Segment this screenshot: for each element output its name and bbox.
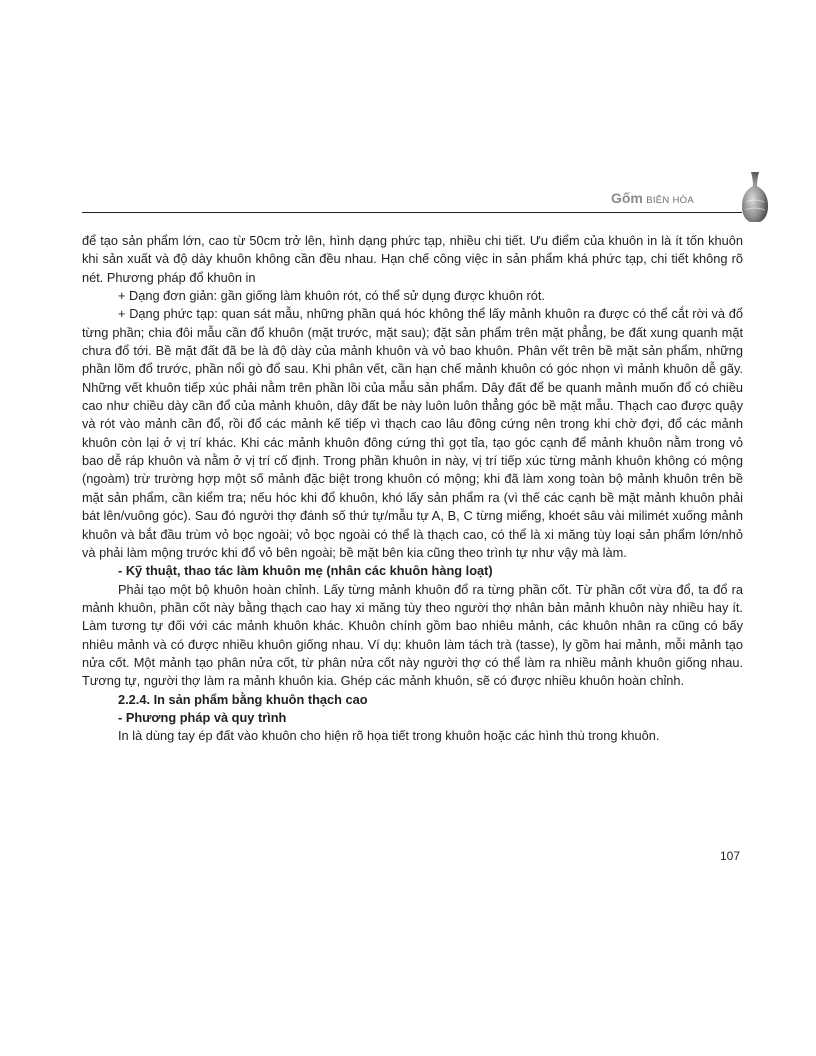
brand-main: Gốm bbox=[610, 190, 643, 206]
body-text bbox=[82, 232, 743, 746]
brand-sub: BIÊN HÒA bbox=[646, 195, 694, 206]
paragraph: + Dạng phức tạp: quan sát mẫu, những phần quá hóc không thể lấy mảnh khuôn ra được có thể cắt rời và đổ từng phần; chia đôi mẫu cần đổ khuôn (mặt trước, mặt sau); đặt sản phẩm trên mặt phẳng, be đất xung quanh mặt chưa đổ tới. Bề mặt đất đã be là độ dày của mảnh khuôn và vỏ bao khuôn. Phân vết trên bề mặt sản phẩm, những phần lõm đổ trước, phần nổi gò đổ sau. Khi phân vết, cần hạn chế mảnh khuôn có góc nhọn vì mảnh khuôn dễ gãy. Những vết khuôn tiếp xúc phải nằm trên phần lồi của mẫu sản phẩm. Dây đất để be quanh mảnh muốn đổ có chiều cao như chiều dày cần đổ của mảnh khuôn, dây đất be này luôn luôn thẳng góc bề mặt mẫu. Thạch cao được quậy và rót vào mảnh cần đổ, rồi đổ các mảnh kế tiếp vì thạch cao lâu đông cứng nên trong khi chờ đợi, đổ các mảnh khuôn còn lại ở vị trí khác. Khi các mảnh khuôn đông cứng thì gọt tỉa, tạo góc cạnh để mảnh khuôn nằm trong vỏ bao dễ ráp khuôn và nằm ở vị trí cố định. Trong phần khuôn in này, vị trí tiếp xúc từng mảnh khuôn không có mộng (ngoàm) trừ trường hợp một số mảnh đặc biệt trong khuôn có mộng; khi đã làm xong toàn bộ mảnh khuôn trên bề mặt sản phẩm, cần kiểm tra; nếu hóc khi đổ khuôn, khó lấy sản phẩm ra (vì thế các cạnh bề mặt mảnh khuôn phải bát lên/vuông góc). Sau đó người thợ đánh số thứ tự/mẫu tự A, B, C từng miếng, khoét sâu vài milimét xuống mảnh khuôn và bắt đầu trùm vỏ bọc ngoài; vỏ bọc ngoài có thể là thạch cao, có thể là xi măng tùy loại sản phẩm lớn/nhỏ và phải làm mộng trước khi đổ vỏ bên ngoài; bề mặt bên kia cũng theo trình tự như vậy mà làm. bbox=[82, 306, 743, 560]
running-header bbox=[82, 172, 742, 213]
page-number: 107 bbox=[720, 849, 741, 863]
paragraph: In là dùng tay ép đất vào khuôn cho hiện rõ họa tiết trong khuôn hoặc các hình thù trong khuôn. bbox=[118, 728, 660, 744]
subheading: - Phương pháp và quy trình bbox=[118, 709, 287, 725]
paragraph: để tạo sản phẩm lớn, cao từ 50cm trở lên, hình dạng phức tạp, nhiều chi tiết. Ưu điểm của khuôn in là ít tốn khuôn khi sản xuất và độ dày khuôn không cần đều nhau. Hạn chế công việc in sản phẩm khá phức tạp, chi tiết không rõ nét. Phương pháp đổ khuôn in bbox=[82, 233, 743, 285]
paragraph: + Dạng đơn giản: gần giống làm khuôn rót, có thể sử dụng được khuôn rót. bbox=[118, 288, 545, 304]
brand-title bbox=[611, 190, 694, 206]
paragraph: Phải tạo một bộ khuôn hoàn chỉnh. Lấy từng mảnh khuôn đổ ra từng phần cốt. Từ phần cốt vừa đổ, ta đổ ra mảnh khuôn, phần cốt này bằng thạch cao hay xi măng tùy theo người thợ nhân bản mảnh khuôn này nhiều hay ít. Làm tương tự đối với các mảnh khuôn khác. Khuôn chính gồm bao nhiêu mảnh, các khuôn nhân ra cũng có bấy nhiêu mảnh và có được nhiều khuôn giống nhau. Ví dụ: khuôn làm tách trà (tasse), ly gồm hai mảnh, mỗi mảnh tạo nửa cốt. Một mảnh tạo phân nửa cốt, từ phân nửa cốt này người thợ có thể làm ra nhiều mảnh khuôn giống nhau. Tương tự, người thợ làm ra mảnh khuôn kia. Ghép các mảnh khuôn, sẽ có được nhiều khuôn hoàn chỉnh. bbox=[82, 581, 743, 689]
section-heading: 2.2.4. In sản phẩm bằng khuôn thạch cao bbox=[118, 691, 368, 707]
subheading: - Kỹ thuật, thao tác làm khuôn mẹ (nhân các khuôn hàng loạt) bbox=[118, 563, 493, 579]
vase-icon bbox=[740, 170, 770, 224]
